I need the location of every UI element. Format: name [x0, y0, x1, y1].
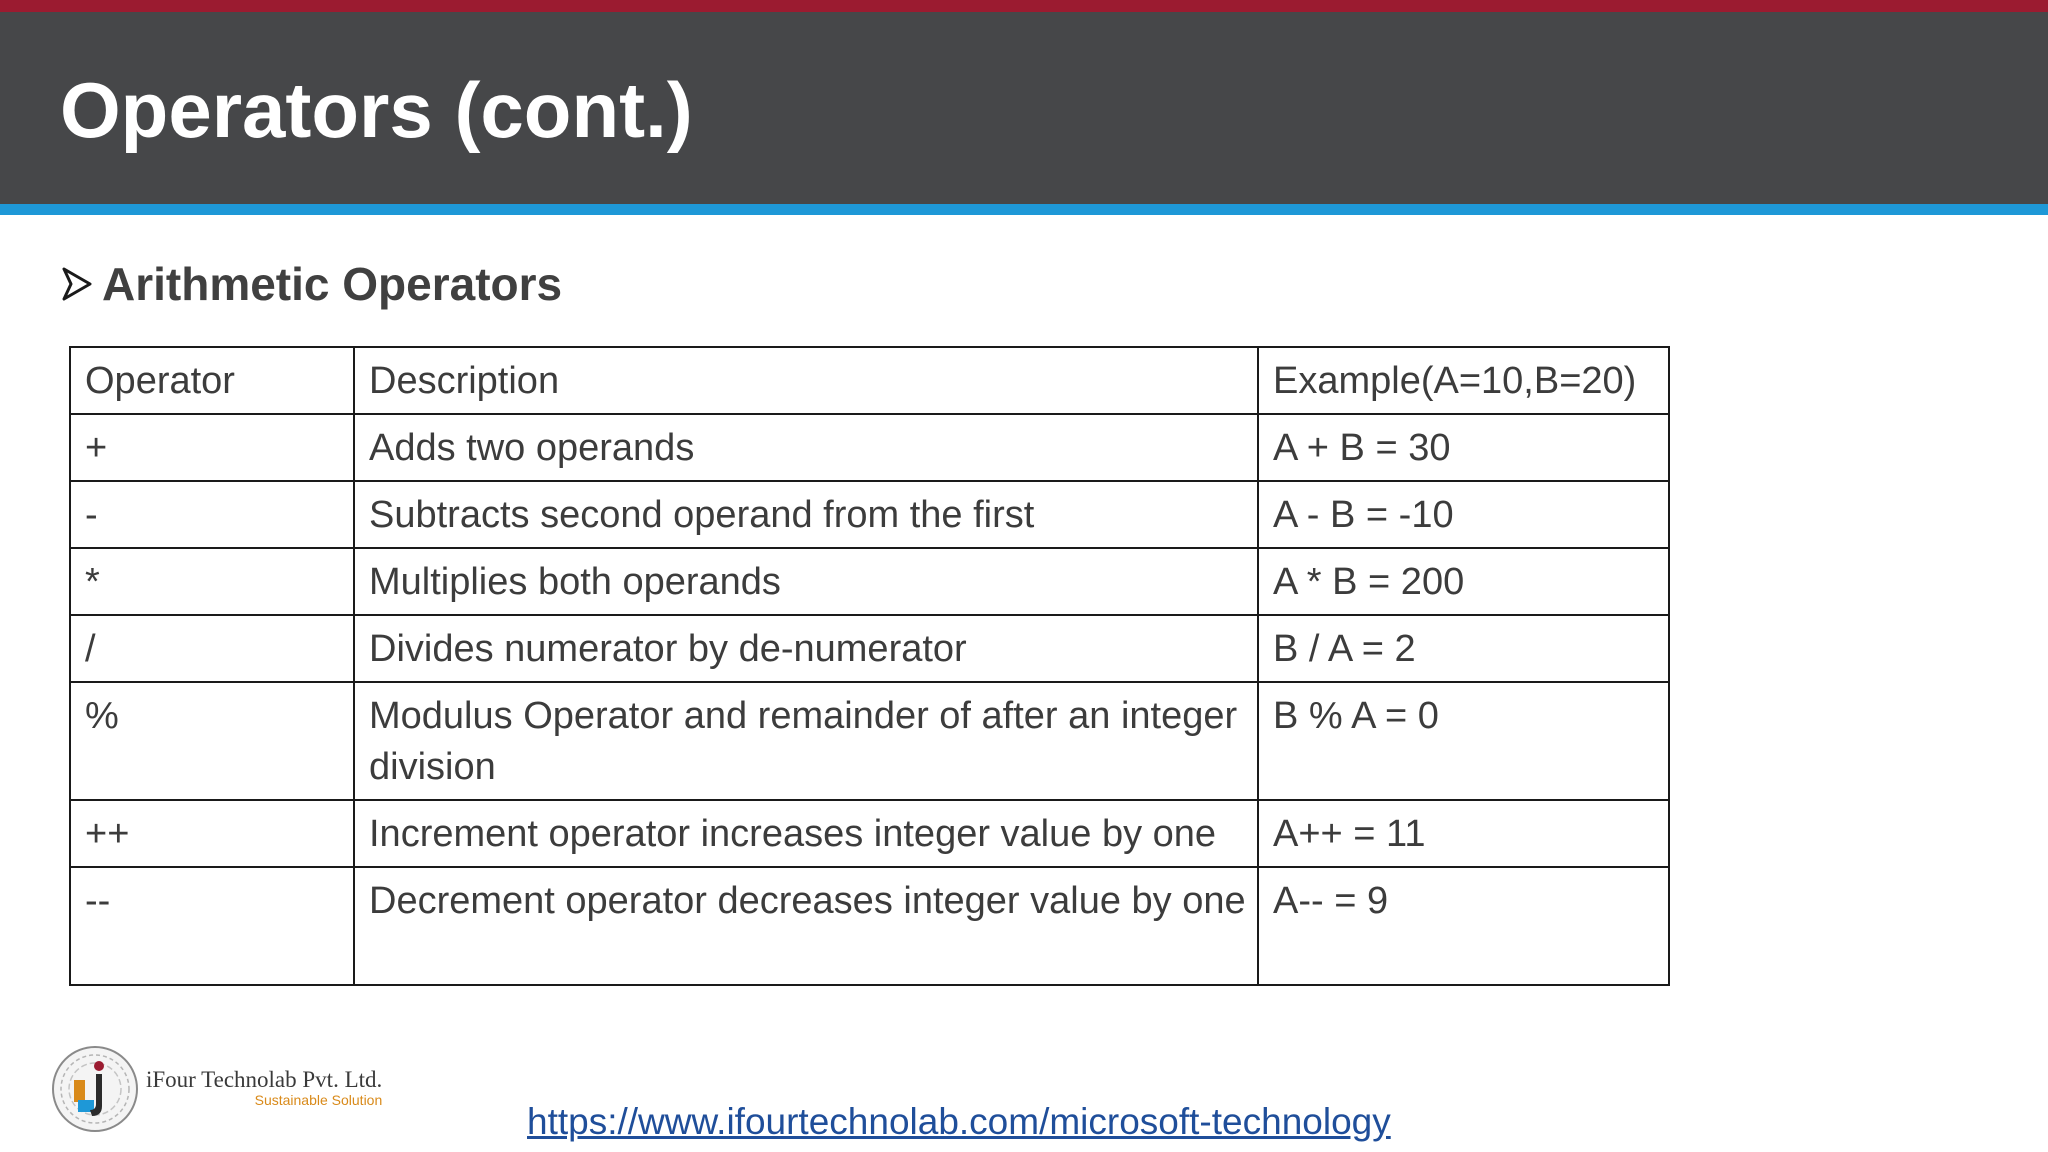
example-cell: A + B = 30 [1258, 414, 1669, 481]
example-cell: B / A = 2 [1258, 615, 1669, 682]
operator-cell: * [70, 548, 354, 615]
example-cell: A - B = -10 [1258, 481, 1669, 548]
operator-cell: + [70, 414, 354, 481]
slide-title: Operators (cont.) [60, 66, 693, 154]
operator-cell: / [70, 615, 354, 682]
arrow-bullet-icon [62, 266, 92, 302]
table-row [70, 615, 1669, 682]
table-row [70, 414, 1669, 481]
table-row [70, 682, 1669, 800]
header-cell-description: Description [354, 347, 1258, 414]
header-cell-operator: Operator [70, 347, 354, 414]
description-cell: Increment operator increases integer value by one [354, 800, 1258, 867]
description-cell: Divides numerator by de-numerator [354, 615, 1258, 682]
description-cell: Decrement operator decreases integer value by one [354, 867, 1258, 985]
example-cell: B % A = 0 [1258, 682, 1669, 800]
description-cell: Multiplies both operands [354, 548, 1258, 615]
description-cell: Adds two operands [354, 414, 1258, 481]
table-row [70, 867, 1669, 985]
company-logo-icon [50, 1044, 140, 1134]
blue-accent-stripe [0, 204, 2048, 215]
operator-cell: % [70, 682, 354, 800]
header-cell-example: Example(A=10,B=20) [1258, 347, 1669, 414]
operator-cell: -- [70, 867, 354, 985]
table-row [70, 548, 1669, 615]
section-heading [62, 254, 562, 314]
description-cell: Modulus Operator and remainder of after an integer division [354, 682, 1258, 800]
company-branding [146, 1066, 382, 1108]
table-header-row [70, 347, 1669, 414]
arithmetic-operators-table [69, 346, 1670, 986]
example-cell: A * B = 200 [1258, 548, 1669, 615]
operator-cell: - [70, 481, 354, 548]
company-name: iFour Technolab Pvt. Ltd. [146, 1067, 383, 1092]
top-accent-stripe [0, 0, 2048, 12]
company-tagline: Sustainable Solution [254, 1092, 383, 1108]
description-cell: Subtracts second operand from the first [354, 481, 1258, 548]
section-heading-label: Arithmetic Operators [102, 258, 563, 310]
table-row [70, 481, 1669, 548]
example-cell: A++ = 11 [1258, 800, 1669, 867]
example-cell: A-- = 9 [1258, 867, 1669, 985]
table-row [70, 800, 1669, 867]
footer-website-link[interactable]: https://www.ifourtechnolab.com/microsoft-technology [527, 1101, 1391, 1142]
operator-cell: ++ [70, 800, 354, 867]
